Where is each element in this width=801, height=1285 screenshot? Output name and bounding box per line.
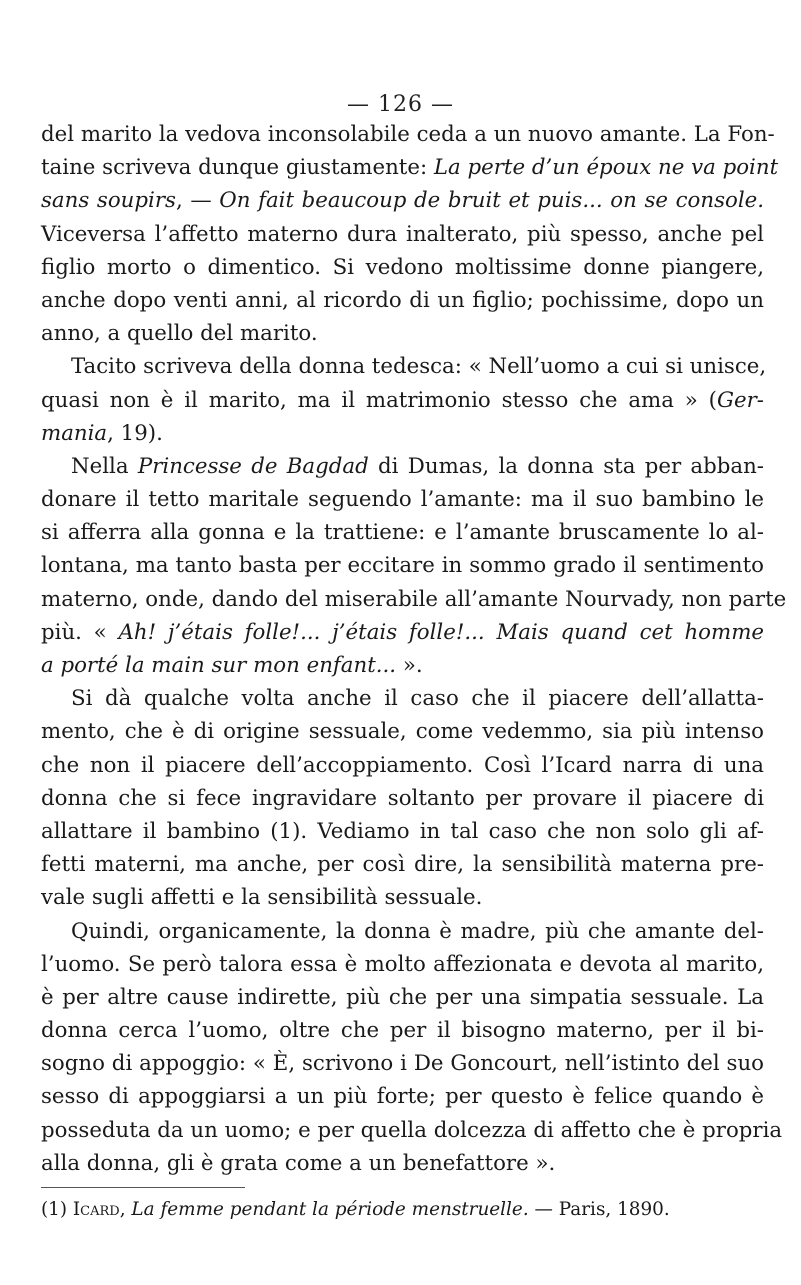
text-line: [41, 317, 764, 350]
italic-text-segment: Ger-: [717, 387, 764, 413]
text-segment: Tacito scriveva della donna tedesca: « Nell’uomo a cui si unisce,: [71, 354, 767, 380]
text-segment: di Dumas, la donna sta per abban-: [368, 453, 765, 479]
text-segment: sesso di appoggiarsi a un più forte; per questo è felice quando è: [41, 1084, 764, 1110]
footnote: [41, 1194, 764, 1226]
text-line: [41, 151, 779, 184]
text-segment: donna cerca l’uomo, oltre che per il bisogno materno, per il bi-: [41, 1018, 764, 1044]
text-line: [41, 184, 764, 217]
italic-text-segment: On fait beaucoup de bruit et puis... on se console.: [219, 188, 765, 214]
text-line: [41, 350, 767, 383]
italic-text-segment: mania: [41, 420, 108, 446]
text-segment: del marito la vedova inconsolabile ceda a un nuovo amante. La Fon-: [41, 122, 775, 147]
text-line: [41, 848, 764, 881]
text-segment: alla donna, gli è grata come a un benefattore ».: [41, 1150, 556, 1176]
text-line: [41, 483, 764, 516]
footnote-marker: (1): [41, 1199, 73, 1220]
text-segment: è per altre cause indirette, più che per una simpatia sessuale. La: [41, 984, 764, 1010]
italic-text-segment: sans soupirs: [41, 188, 176, 214]
text-line: [41, 384, 764, 417]
text-segment: vale sugli affetti e la sensibilità sessuale.: [41, 885, 483, 911]
text-line: [41, 815, 764, 848]
text-segment: , —: [175, 188, 220, 214]
text-segment: allattare il bambino (1). Vediamo in tal caso che non solo gli af-: [41, 818, 764, 844]
text-line: [41, 284, 764, 317]
footnote-title: La femme pendant la période menstruelle.: [131, 1199, 529, 1220]
text-line: [41, 749, 764, 782]
text-line: [41, 881, 764, 914]
text-line: [41, 218, 764, 251]
footnote-divider: [41, 1187, 245, 1188]
text-segment: che non il piacere dell’accoppiamento. Così l’Icard narra di una: [41, 752, 764, 778]
page-number: — 126 —: [347, 92, 454, 117]
text-line: [41, 118, 775, 151]
text-segment: taine scriveva dunque giustamente:: [41, 155, 434, 181]
text-line: [41, 649, 764, 682]
text-segment: anche dopo venti anni, al ricordo di un figlio; pochissime, dopo un: [41, 287, 764, 313]
italic-text-segment: La perte d’un époux ne va point: [433, 155, 779, 181]
text-segment: figlio morto o dimentico. Si vedono moltissime donne piangere,: [41, 254, 764, 280]
text-segment: materno, onde, dando del miserabile all’amante Nourvady, non parte: [41, 586, 787, 612]
text-line: [41, 549, 764, 582]
text-line: [41, 1047, 764, 1080]
text-line: [41, 450, 764, 483]
text-line: [41, 1014, 764, 1047]
italic-text-segment: a porté la main sur mon enfant...: [41, 653, 397, 678]
text-segment: Viceversa l’affetto materno dura inalterato, più spesso, anche pel: [41, 221, 764, 247]
text-segment: anno, a quello del marito.: [41, 321, 318, 347]
text-segment: fetti materni, ma anche, per così dire, la sensibilità materna pre-: [41, 852, 764, 878]
text-segment: mento, che è di origine sessuale, come vedemmo, sia più intenso: [41, 719, 764, 745]
italic-text-segment: Princesse de Bagdad: [137, 453, 369, 479]
text-segment: Quindi, organicamente, la donna è madre, più che amante del-: [71, 918, 764, 944]
text-line: [41, 682, 764, 715]
text-line: [41, 1080, 764, 1113]
text-segment: donna che si fece ingravidare soltanto per provare il piacere di: [41, 785, 764, 811]
text-segment: si afferra alla gonna e la trattiene: e l’amante bruscamente lo al-: [41, 520, 764, 546]
text-segment: l’uomo. Se però talora essa è molto affezionata e devota al marito,: [41, 951, 764, 977]
text-line: [41, 981, 764, 1014]
text-line: [41, 1147, 764, 1180]
body-text: [41, 118, 787, 1180]
footnote-rest: — Paris, 1890.: [528, 1199, 670, 1220]
text-segment: quasi non è il marito, ma il matrimonio stesso che ama » (: [41, 387, 717, 413]
text-segment: più. «: [41, 619, 119, 645]
text-line: [41, 715, 764, 748]
text-line: [41, 417, 764, 450]
footnote-author: Icard: [72, 1199, 120, 1220]
text-line: [41, 616, 764, 649]
text-segment: ».: [396, 653, 423, 678]
text-segment: Si dà qualche volta anche il caso che il piacere dell’allatta-: [71, 686, 764, 712]
text-segment: , 19).: [107, 420, 163, 446]
text-line: [41, 251, 764, 284]
text-segment: lontana, ma tanto basta per eccitare in sommo grado il sentimento: [41, 553, 764, 579]
text-line: [41, 516, 764, 549]
footnote-separator: ,: [119, 1199, 132, 1220]
italic-text-segment: Ah! j’étais folle!... j’étais folle!... Mais quand cet homme: [118, 619, 764, 645]
text-line: [41, 583, 787, 616]
text-line: [41, 1114, 783, 1147]
text-line: [41, 782, 764, 815]
text-segment: posseduta da un uomo; e per quella dolcezza di affetto che è propria: [41, 1117, 783, 1143]
text-line: [41, 948, 764, 981]
text-segment: sogno di appoggio: « È, scrivono i De Goncourt, nell’istinto del suo: [41, 1051, 764, 1077]
text-line: [41, 915, 764, 948]
text-segment: donare il tetto maritale seguendo l’amante: ma il suo bambino le: [41, 487, 764, 513]
text-segment: Nella: [71, 453, 138, 479]
